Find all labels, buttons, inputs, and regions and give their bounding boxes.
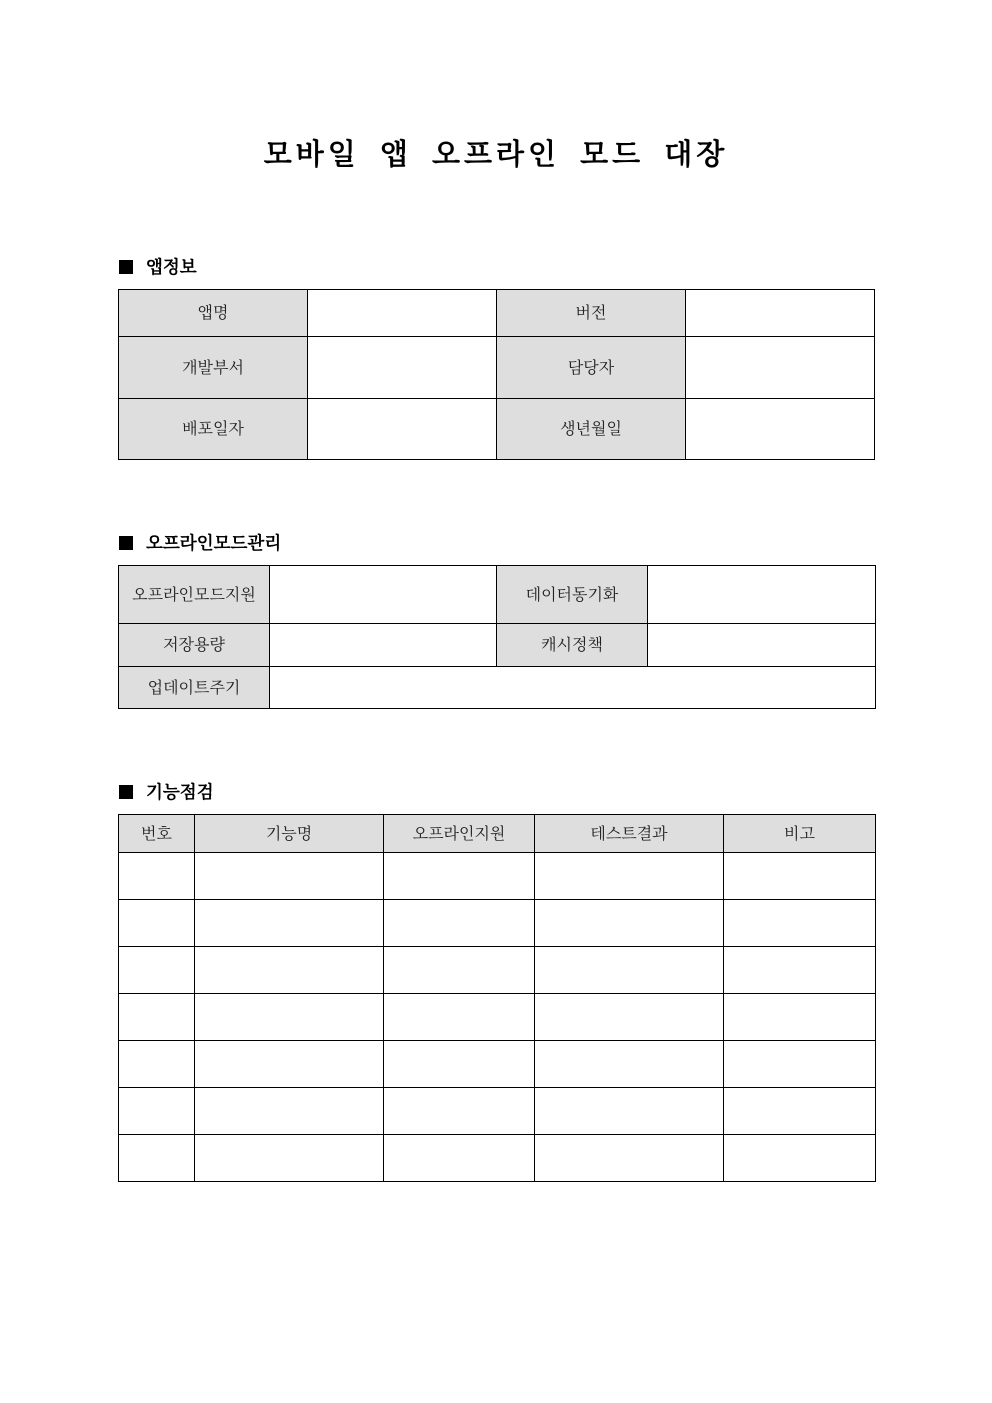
cell-test-result[interactable]	[535, 900, 724, 947]
label-birth-date: 생년월일	[497, 399, 686, 460]
cell-number[interactable]	[119, 900, 195, 947]
cell-remarks[interactable]	[724, 994, 876, 1041]
cell-function-name[interactable]	[195, 994, 384, 1041]
cell-remarks[interactable]	[724, 1088, 876, 1135]
square-bullet-icon	[119, 536, 133, 550]
section-heading-app-info	[119, 254, 197, 279]
section-heading-function-check	[119, 779, 214, 804]
cell-remarks[interactable]	[724, 900, 876, 947]
column-header-function-name: 기능명	[195, 815, 384, 853]
field-dev-dept[interactable]	[308, 337, 497, 399]
label-release-date: 배포일자	[119, 399, 308, 460]
cell-remarks[interactable]	[724, 1135, 876, 1182]
table-row	[119, 1088, 876, 1135]
cell-offline-support[interactable]	[384, 947, 535, 994]
cell-test-result[interactable]	[535, 994, 724, 1041]
table-row	[119, 1135, 876, 1182]
table-row	[119, 900, 876, 947]
field-update-cycle[interactable]	[270, 667, 876, 709]
label-cache-policy: 캐시정책	[497, 624, 648, 667]
cell-remarks[interactable]	[724, 853, 876, 900]
table-row	[119, 1041, 876, 1088]
column-header-number: 번호	[119, 815, 195, 853]
square-bullet-icon	[119, 260, 133, 274]
cell-offline-support[interactable]	[384, 1041, 535, 1088]
cell-test-result[interactable]	[535, 947, 724, 994]
section-heading-label: 앱정보	[146, 258, 197, 278]
cell-offline-support[interactable]	[384, 1088, 535, 1135]
label-storage: 저장용량	[119, 624, 270, 667]
table-row	[119, 947, 876, 994]
section-heading-offline-mode	[119, 530, 281, 555]
page-title: 모바일 앱 오프라인 모드 대장	[263, 137, 729, 171]
column-header-remarks: 비고	[724, 815, 876, 853]
label-data-sync: 데이터동기화	[497, 566, 648, 624]
table-row	[119, 994, 876, 1041]
cell-offline-support[interactable]	[384, 994, 535, 1041]
label-dev-dept: 개발부서	[119, 337, 308, 399]
cell-function-name[interactable]	[195, 1041, 384, 1088]
table-row	[119, 853, 876, 900]
cell-number[interactable]	[119, 853, 195, 900]
field-version[interactable]	[686, 290, 875, 337]
label-manager: 담당자	[497, 337, 686, 399]
cell-offline-support[interactable]	[384, 853, 535, 900]
cell-number[interactable]	[119, 1041, 195, 1088]
cell-number[interactable]	[119, 994, 195, 1041]
cell-offline-support[interactable]	[384, 900, 535, 947]
cell-test-result[interactable]	[535, 853, 724, 900]
field-offline-support[interactable]	[270, 566, 497, 624]
cell-test-result[interactable]	[535, 1088, 724, 1135]
table-header-row	[119, 815, 876, 853]
field-manager[interactable]	[686, 337, 875, 399]
field-release-date[interactable]	[308, 399, 497, 460]
cell-function-name[interactable]	[195, 900, 384, 947]
label-update-cycle: 업데이트주기	[119, 667, 270, 709]
column-header-offline-support: 오프라인지원	[384, 815, 535, 853]
label-offline-support: 오프라인모드지원	[119, 566, 270, 624]
cell-function-name[interactable]	[195, 1135, 384, 1182]
column-header-test-result: 테스트결과	[535, 815, 724, 853]
cell-offline-support[interactable]	[384, 1135, 535, 1182]
cell-test-result[interactable]	[535, 1041, 724, 1088]
label-version: 버전	[497, 290, 686, 337]
cell-number[interactable]	[119, 1135, 195, 1182]
app-info-table	[118, 289, 875, 460]
square-bullet-icon	[119, 785, 133, 799]
section-heading-label: 기능점검	[146, 783, 214, 803]
cell-function-name[interactable]	[195, 947, 384, 994]
cell-function-name[interactable]	[195, 1088, 384, 1135]
cell-test-result[interactable]	[535, 1135, 724, 1182]
label-app-name: 앱명	[119, 290, 308, 337]
cell-number[interactable]	[119, 947, 195, 994]
function-check-table	[118, 814, 876, 1182]
field-storage[interactable]	[270, 624, 497, 667]
field-birth-date[interactable]	[686, 399, 875, 460]
field-cache-policy[interactable]	[648, 624, 876, 667]
cell-function-name[interactable]	[195, 853, 384, 900]
cell-remarks[interactable]	[724, 947, 876, 994]
section-heading-label: 오프라인모드관리	[146, 534, 282, 554]
field-data-sync[interactable]	[648, 566, 876, 624]
cell-remarks[interactable]	[724, 1041, 876, 1088]
cell-number[interactable]	[119, 1088, 195, 1135]
field-app-name[interactable]	[308, 290, 497, 337]
offline-mode-table	[118, 565, 876, 709]
